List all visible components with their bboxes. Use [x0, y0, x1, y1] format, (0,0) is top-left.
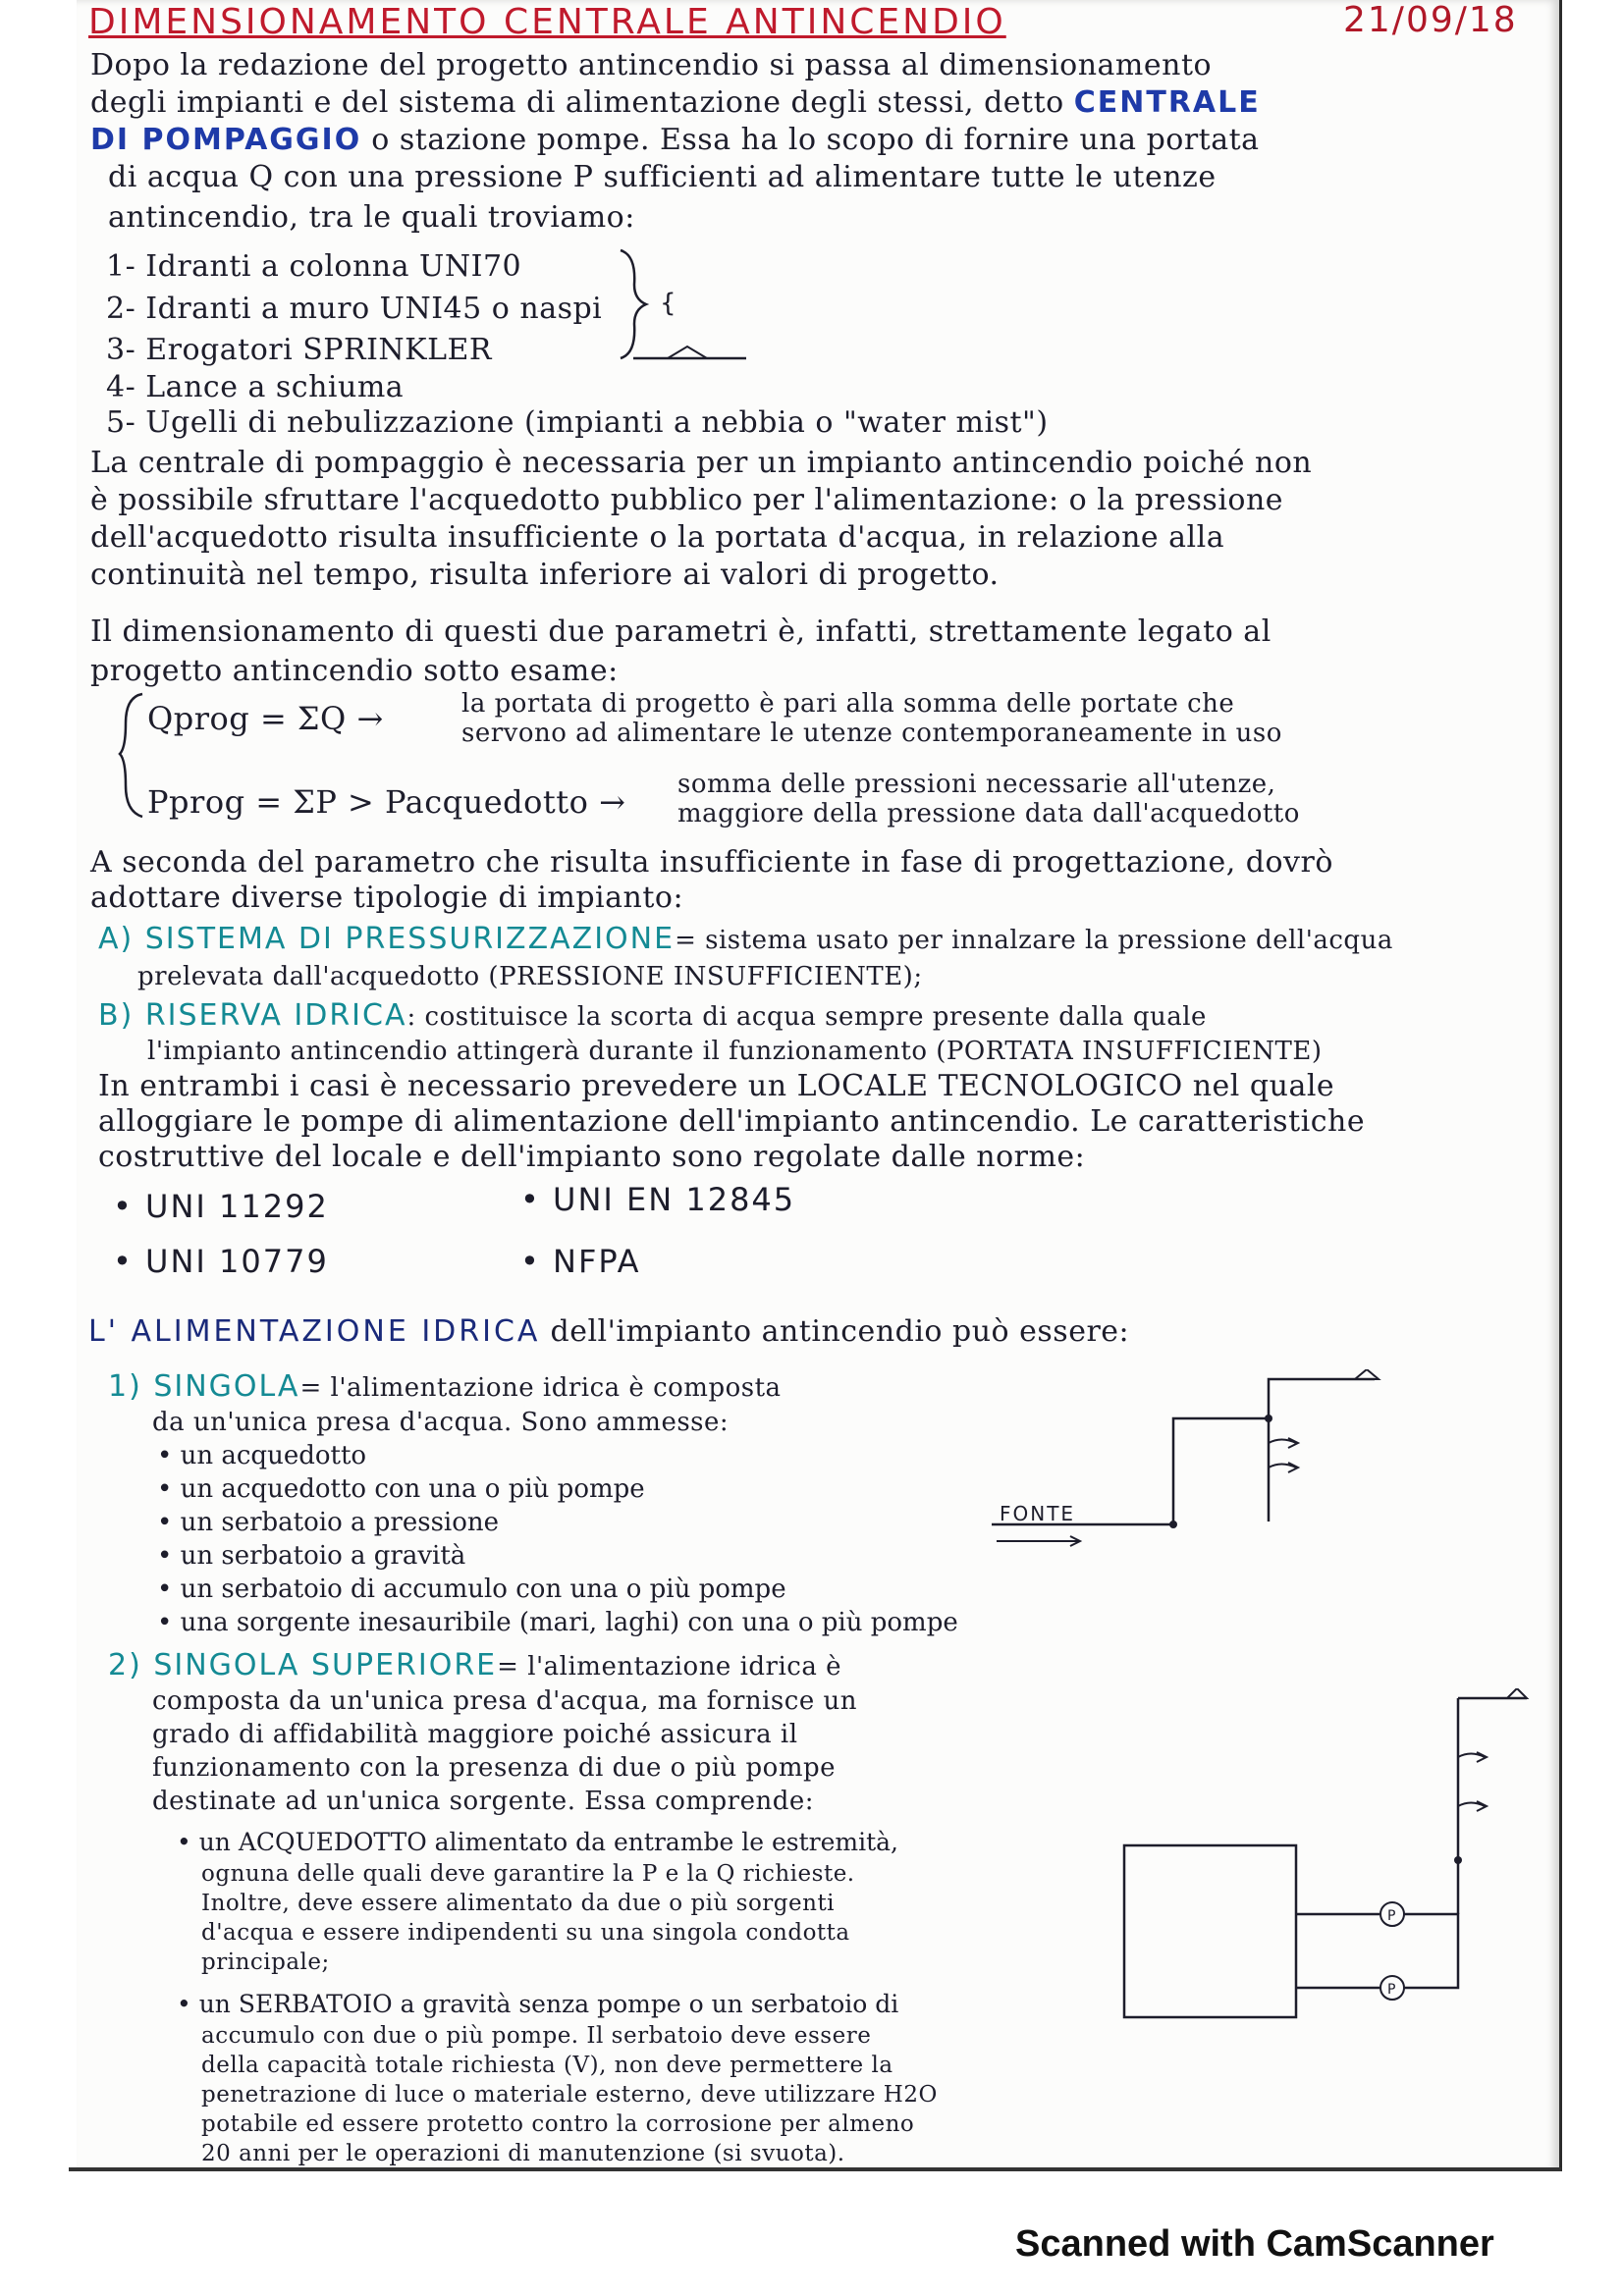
parametri-line-2: progetto antincendio sotto esame: [90, 654, 619, 688]
q-desc-line-1: la portata di progetto è pari alla somma delle portate che [461, 689, 1235, 719]
superiore-line-2: composta da un'unica presa d'acqua, ma fornisce un [152, 1686, 857, 1716]
label-singola: 1) SINGOLA [108, 1369, 300, 1404]
serbatoio-line-5: potabile ed essere protetto contro la corrosione per almeno [201, 2111, 915, 2137]
acquedotto-line-4: d'acqua e essere indipendenti su una singola condotta [201, 1920, 850, 1946]
singola-item-5: • un serbatoio di accumulo con una o più pompe [157, 1575, 786, 1604]
alimentazione-intro: L' ALIMENTAZIONE IDRICA dell'impianto antincendio può essere: [88, 1314, 1130, 1349]
keyword-pompaggio: DI POMPAGGIO [90, 123, 362, 157]
p-desc-line-1: somma delle pressioni necessarie all'utenze, [677, 770, 1276, 799]
superiore-line-4: funzionamento con la presenza di due o più pompe [152, 1753, 837, 1783]
page-title: DIMENSIONAMENTO CENTRALE ANTINCENDIO [88, 2, 1006, 42]
svg-text:P: P [1387, 1982, 1396, 1998]
svg-text:P: P [1387, 1908, 1396, 1924]
utenze-brace-diagram [589, 240, 766, 373]
norma-3: • UNI 10779 [113, 1243, 329, 1280]
intro-line-1: Dopo la redazione del progetto antincendio si passa al dimensionamento [90, 48, 1213, 82]
scanner-watermark: Scanned with CamScanner [1015, 2223, 1494, 2265]
svg-text:{: { [660, 289, 676, 318]
intro-line-3: DI POMPAGGIO o stazione pompe. Essa ha lo scopo di fornire una portata [90, 123, 1260, 157]
pressurizzazione-desc: prelevata dall'acquedotto (PRESSIONE INSUFFICIENTE); [137, 962, 923, 991]
utenza-item-1: 1- Idranti a colonna UNI70 [106, 249, 522, 284]
necessita-line-1: La centrale di pompaggio è necessaria per un impianto antincendio poiché non [90, 446, 1313, 480]
fonte-label: FONTE [1000, 1502, 1076, 1525]
locale-line-2: alloggiare le pompe di alimentazione dell'impianto antincendio. Le caratteristiche [98, 1104, 1366, 1139]
sistema-pressurizzazione: A) SISTEMA DI PRESSURIZZAZIONE= sistema usato per innalzare la pressione dell'acqua [98, 922, 1393, 956]
label-singola-superiore: 2) SINGOLA SUPERIORE [108, 1648, 498, 1682]
q-desc-line-2: servono ad alimentare le utenze contemporaneamente in uso [461, 719, 1282, 748]
singola-item-4: • un serbatoio a gravità [157, 1541, 466, 1571]
acquedotto-line-3: Inoltre, deve essere alimentato da due o più sorgenti [201, 1891, 836, 1916]
singola-item-1: • un acquedotto [157, 1441, 367, 1470]
singola-superiore-diagram [1119, 1688, 1532, 2022]
riserva-desc: l'impianto antincendio attingerà durante il funzionamento (PORTATA INSUFFICIENTE) [147, 1037, 1323, 1066]
utenza-item-3: 3- Erogatori SPRINKLER [106, 333, 492, 367]
singola-item-6: • una sorgente inesauribile (mari, laghi) con una o più pompe [157, 1608, 958, 1637]
serbatoio-line-6: 20 anni per le operazioni di manutenzione (si svuota). [201, 2141, 845, 2166]
locale-line-1: In entrambi i casi è necessario prevedere un LOCALE TECNOLOGICO nel quale [98, 1069, 1335, 1103]
serbatoio-line-2: accumulo con due o più pompe. Il serbatoio deve essere [201, 2023, 872, 2049]
norma-4: • NFPA [520, 1243, 641, 1280]
singola-item-3: • un serbatoio a pressione [157, 1508, 500, 1537]
acquedotto-line-1: • un ACQUEDOTTO alimentato da entrambe le estremità, [177, 1828, 898, 1856]
riserva-idrica: B) RISERVA IDRICA: costituisce la scorta di acqua sempre presente dalla quale [98, 998, 1207, 1033]
q-formula: Qprog = ΣQ → [147, 700, 384, 737]
singola-diagram [982, 1369, 1394, 1575]
intro-line-4: di acqua Q con una pressione P sufficienti ad alimentare tutte le utenze [108, 160, 1217, 194]
necessita-line-2: è possibile sfruttare l'acquedotto pubblico per l'alimentazione: o la pressione [90, 483, 1284, 517]
p-desc-line-2: maggiore della pressione data dall'acquedotto [677, 799, 1300, 828]
serbatoio-line-3: della capacità totale richiesta (V), non deve permettere la [201, 2053, 893, 2078]
p-formula: Pprog = ΣP > Pacquedotto → [147, 783, 626, 821]
serbatoio-line-4: penetrazione di luce o materiale esterno, deve utilizzare H2O [201, 2082, 938, 2108]
label-riserva: B) RISERVA IDRICA [98, 998, 407, 1033]
keyword-centrale: CENTRALE [1073, 85, 1261, 120]
norma-1: • UNI 11292 [113, 1188, 329, 1225]
utenza-item-4: 4- Lance a schiuma [106, 370, 405, 404]
singola-item-2: • un acquedotto con una o più pompe [157, 1474, 645, 1504]
locale-line-3: costruttive del locale e dell'impianto sono regolate dalle norme: [98, 1140, 1086, 1174]
acquedotto-line-5: principale; [201, 1949, 330, 1975]
formula-brace [118, 689, 147, 822]
label-alimentazione: L' ALIMENTAZIONE IDRICA [88, 1314, 541, 1349]
tipologie-line-1: A seconda del parametro che risulta insufficiente in fase di progettazione, dovrò [90, 845, 1333, 880]
intro-line-5: antincendio, tra le quali troviamo: [108, 200, 635, 235]
superiore-line-5: destinate ad un'unica sorgente. Essa comprende: [152, 1787, 815, 1816]
page-date: 21/09/18 [1343, 0, 1518, 40]
utenza-item-2: 2- Idranti a muro UNI45 o naspi [106, 292, 603, 326]
norma-2: • UNI EN 12845 [520, 1181, 796, 1218]
parametri-line-1: Il dimensionamento di questi due parametri è, infatti, strettamente legato al [90, 614, 1271, 649]
acquedotto-line-2: ognuna delle quali deve garantire la P e la Q richieste. [201, 1861, 855, 1887]
utenza-item-5: 5- Ugelli di nebulizzazione (impianti a nebbia o "water mist") [106, 405, 1049, 440]
singola-superiore-heading: 2) SINGOLA SUPERIORE= l'alimentazione idrica è [108, 1648, 842, 1682]
intro-line-2: degli impianti e del sistema di alimentazione degli stessi, detto CENTRALE [90, 85, 1261, 120]
serbatoio-line-1: • un SERBATOIO a gravità senza pompe o un serbatoio di [177, 1990, 899, 2018]
tipologie-line-2: adottare diverse tipologie di impianto: [90, 881, 684, 915]
singola-desc: da un'unica presa d'acqua. Sono ammesse: [152, 1408, 730, 1437]
necessita-line-3: dell'acquedotto risulta insufficiente o la portata d'acqua, in relazione alla [90, 520, 1225, 555]
superiore-line-3: grado di affidabilità maggiore poiché assicura il [152, 1720, 798, 1749]
singola-heading: 1) SINGOLA= l'alimentazione idrica è composta [108, 1369, 782, 1404]
necessita-line-4: continuità nel tempo, risulta inferiore ai valori di progetto. [90, 558, 1000, 592]
label-pressurizzazione: A) SISTEMA DI PRESSURIZZAZIONE [98, 922, 676, 956]
